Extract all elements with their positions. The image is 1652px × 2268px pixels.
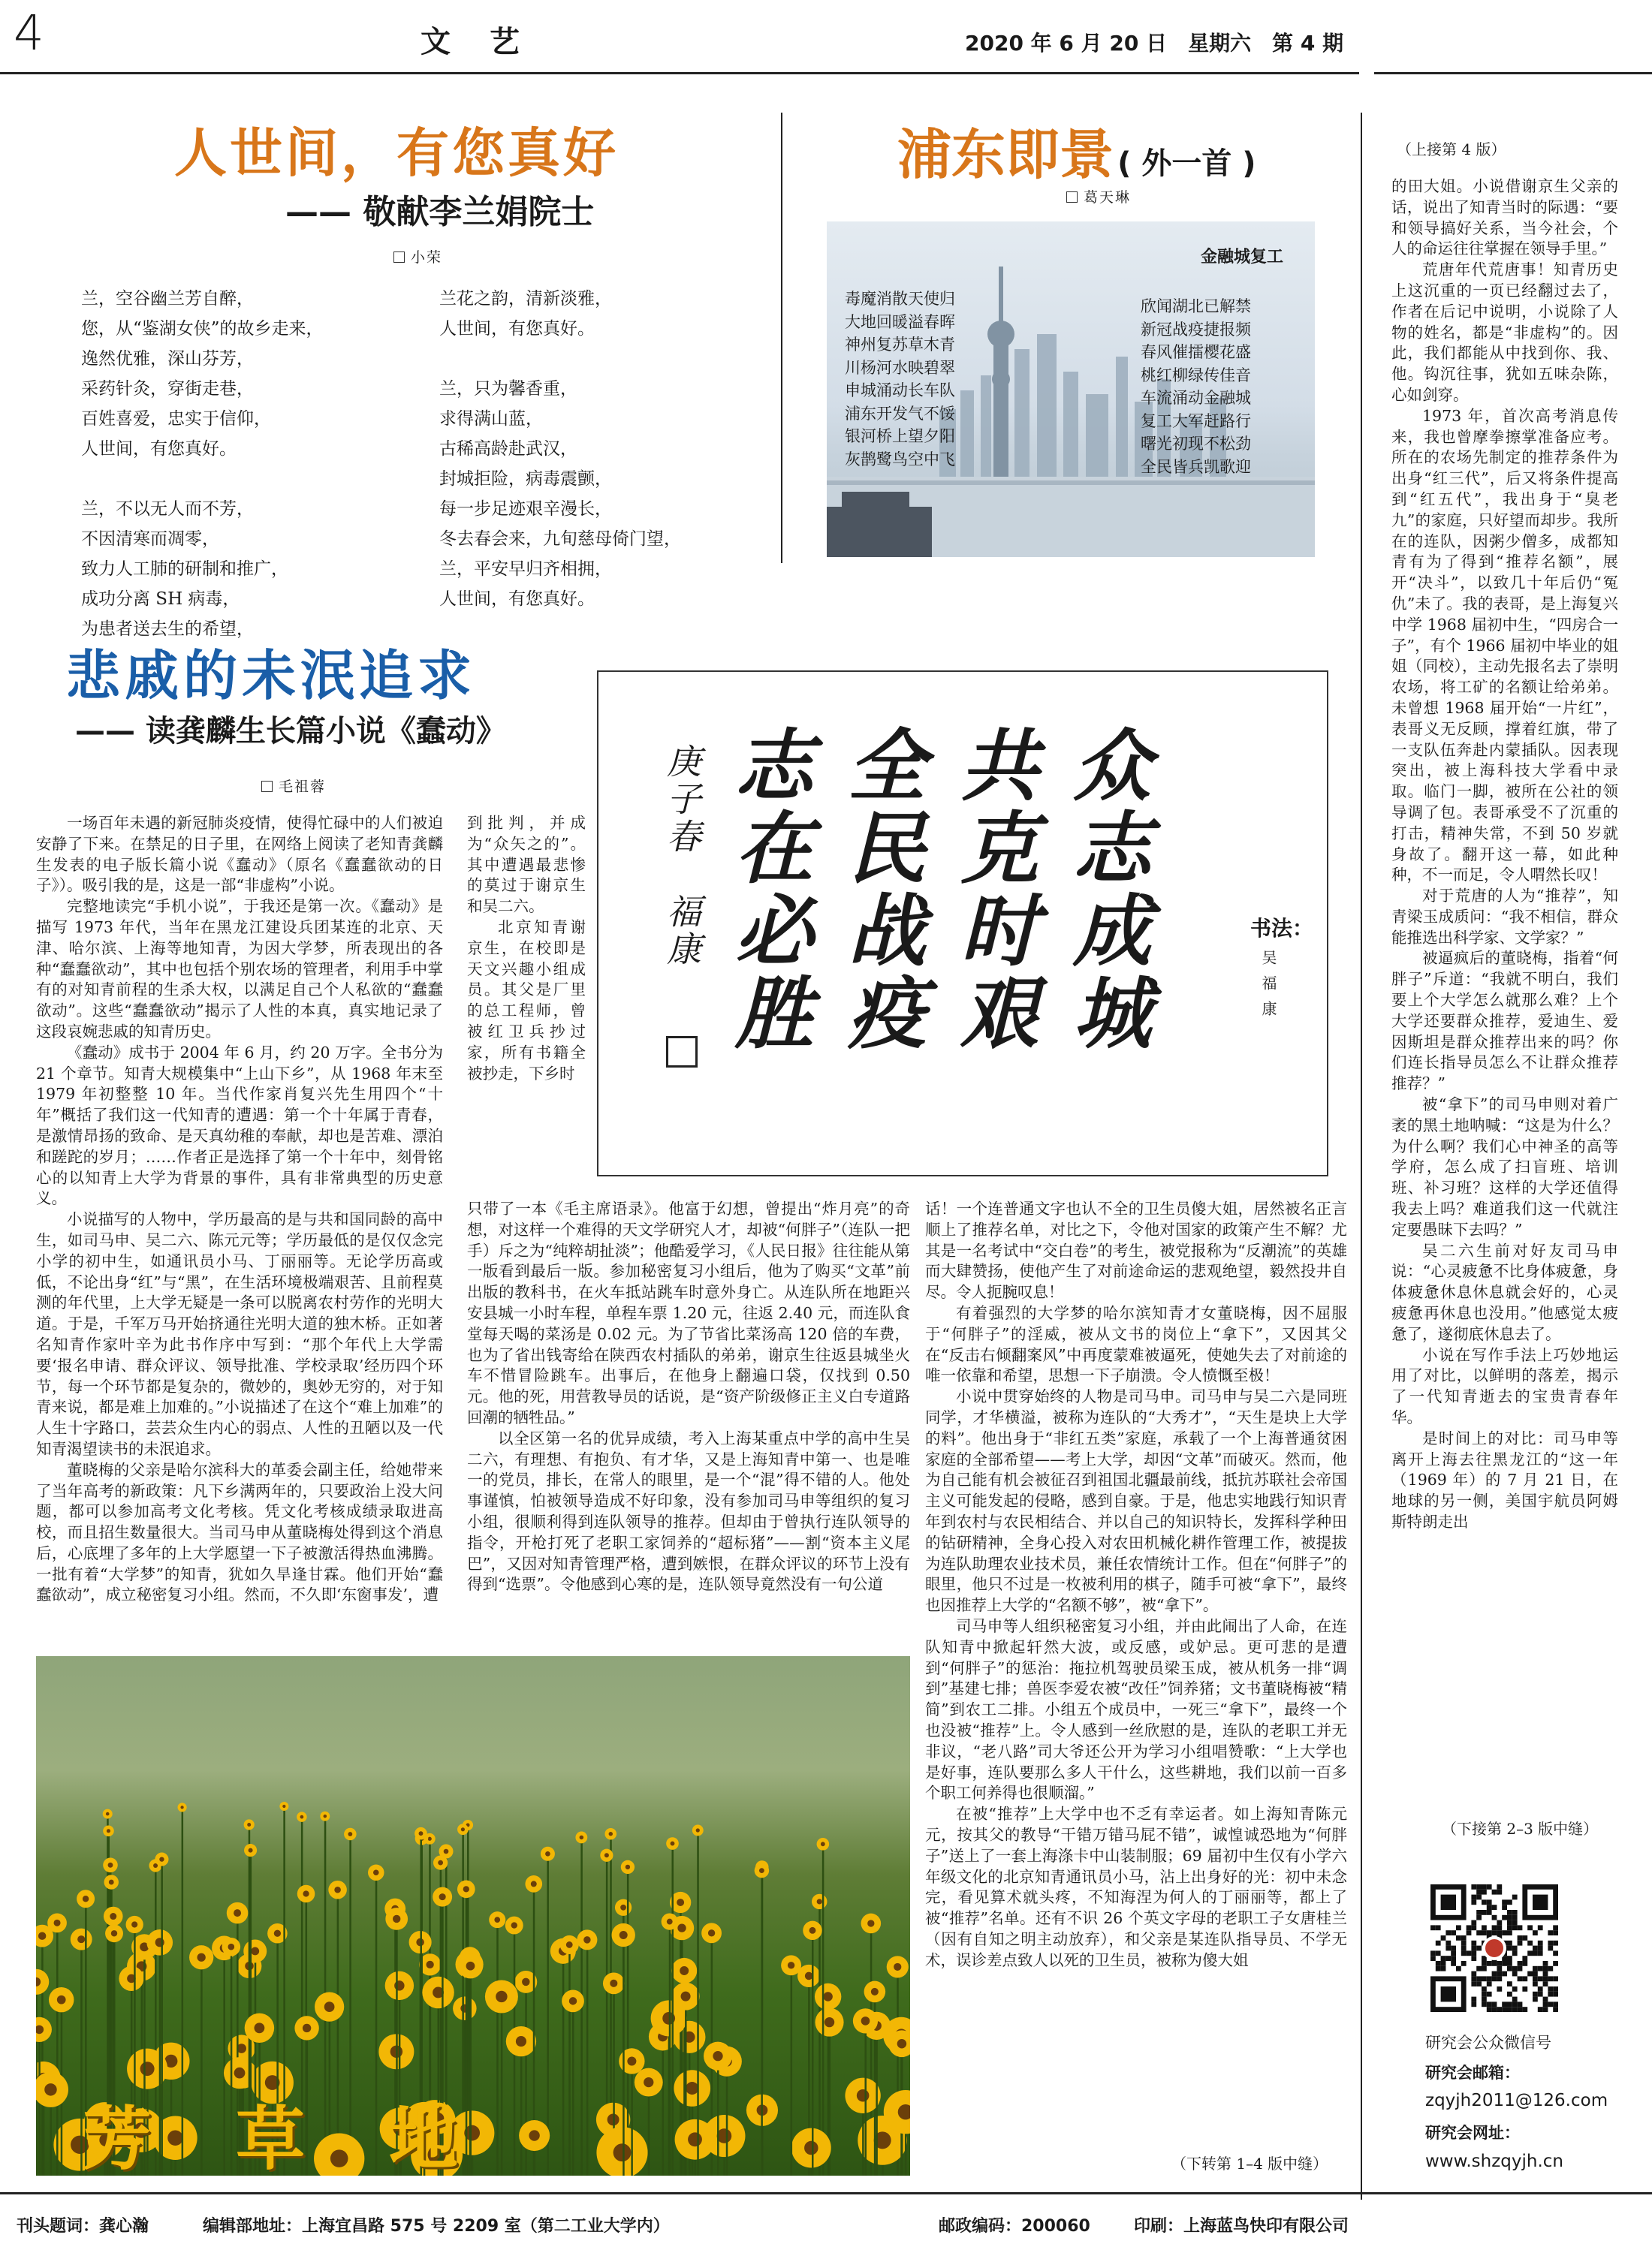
poem-line: 百姓喜爱，忠实于信仰， (81, 409, 271, 429)
right-continued-column (1391, 176, 1618, 1888)
continued-to-note: （下接第 2–3 版中缝） (1442, 1820, 1599, 1838)
paragraph: 小说描写的人物中，学历最高的是与共和国同龄的高中生，如司马申、吴二六、陈元元等；学历最低的是仅仅念完小学的初中生，如通讯员小马、丁丽丽等。无论学历高或低，不论出身“红”与“黑”，在生活环境极端艰苦、且前程莫测的年代里，上大学无疑是一条可以脱离农村劳作的光明大道。于是，千军万马开始挤通往光明大道的独木桥。正如著名知青作家叶辛为此书作序中写到：“那个年代上大学需要‘报名申请、群众评议、领导批准、学校录取’经历四个环节，每一个环节都是复杂的，微妙的，奥妙无穷的，对于知青来说，都是难上加难的。”小说描述了在这个“难上加难”的人生十字路口，芸芸众生内心的弱点、人性的丑陋以及一代知青渴望读书的未泯追求。 (36, 1210, 443, 1458)
qr-label: 研究会公众微信号 (1425, 2034, 1551, 2052)
poem-line: 兰，只为馨香重， (439, 379, 577, 399)
poem-line: 复工大军赶路行 (1141, 411, 1251, 430)
poem-line: 欣闻湖北已解禁 (1141, 297, 1251, 315)
paragraph: 被“拿下”的司马申则对着广袤的黑土地呐喊：“这是为什么？为什么啊？我们心中神圣的高等学府，怎么成了扫盲班、培训班、补习班？这样的大学还值得我去上吗？难道我们这一代就注定要愚昧下去吗？” (1391, 1095, 1618, 1239)
calligraphy-column: 志在必胜 (722, 724, 814, 1055)
poem-line: 川杨河水映碧翠 (845, 358, 955, 377)
qr-code-pattern (1430, 1884, 1558, 2012)
poem-title-finance-city: 金融城复工 (1201, 248, 1284, 267)
flower (485, 1980, 518, 2176)
paragraph: 吴二六生前对好友司马申说：“心灵疲惫不比身体疲惫，身体疲惫休息休息就会好的，心灵疲惫再休息也没用。”他感觉太疲惫了，遂彻底休息去了。 (1391, 1241, 1618, 1343)
page-number: 4 (14, 6, 44, 62)
poem-finance-city (1141, 295, 1251, 478)
flower (519, 2120, 550, 2176)
article-title-2-suffix: ( 外一首 ) (1117, 146, 1256, 181)
paragraph: 1973 年，首次高考消息传来，我也曾摩拳擦掌准备应考。所在的农场先制定的推荐条件为出身“红三代”，后又将条件提高到“红五代”，我出身于“臭老九”的家庭，只好望而却步。我所在的连队，因粥少僧多，成都知青有为了得到“推荐名额”，展开“决斗”，以致几十年后仍“冤仇”未了。我的表哥，是上海复兴中学 1968 届初中生，“四房合一子”，有个 1966 届初中毕业的姐姐（同校），主动先报名去了崇明农场，将工矿的名额让给弟弟。未曾想 1968 届开始“一片红”，表哥义无反顾，撑着红旗，带了一支队伍奔赴内蒙插队。因表现突出，被上海科技大学看中录取。临门一脚，被所在公社的领导调了包。表哥承受不了沉重的打击，精神失常，不到 50 岁就身故了。翻开这一幕，如此种种，不一而足，令人喟然长叹！ (1391, 406, 1618, 884)
paragraph: 一场百年未遇的新冠肺炎疫情，使得忙碌中的人们被迫安静了下来。在禁足的日子里，在网络上阅读了老知青龚麟生发表的电子版长篇小说《蠢动》（原名《蠢蠢欲动的日子》）。吸引我的是，这是一部“非虚构”小说。 (36, 814, 443, 895)
footer-postcode: 邮政编码：200060 (939, 2217, 1090, 2236)
paragraph: 司马申等人组织秘密复习小组，并由此闹出了人命，在连队知青中掀起轩然大波，或反感，或妒忌。更可悲的是遭到“何胖子”的惩治：拖拉机驾驶员梁玉成，被从机务一排“调到”基建七排；兽医李爱农被“改任”饲养猪；文书董晓梅被“精简”到农工二排。小组五个成员中，一死三“拿下”，最终一个也没被“推荐”上。令人感到一丝欣慰的是，连队的老职工并无非议，“老八路”司大爷还公开为学习小组唱赞歌：“上大学也是好事，连队要那么多人干什么，这些耕地，我们以前一百多个职工何养得也很顺溜。” (925, 1616, 1347, 1803)
poem-line: 灰鹊鹭鸟空中飞 (845, 450, 955, 468)
right-column-divider (1361, 113, 1362, 2200)
footer-masthead: 刊头题词：龚心瀚 (17, 2217, 149, 2236)
issue-date: 2020 年 6 月 20 日 星期六 第 4 期 (965, 31, 1344, 56)
poem-line: 银河桥上望夕阳 (845, 427, 955, 445)
flower (791, 2128, 831, 2176)
paragraph: 小说在写作手法上巧妙地运用了对比，以鲜明的落差，揭示了一代知青逝去的宝贵青春年华。 (1391, 1345, 1618, 1427)
skyline-photo (827, 221, 1315, 557)
poem-line: 春风催擂樱花盛 (1141, 343, 1251, 361)
flower (577, 1929, 597, 2176)
article-title-2-text: 浦东即景 (897, 123, 1114, 186)
footer-address: 编辑部地址：上海宜昌路 575 号 2209 室（第二工业大学内） (203, 2217, 670, 2236)
byline-box (261, 781, 273, 792)
byline-box (393, 251, 405, 263)
paragraph: 对于荒唐的人为“推荐”，知青梁玉成质问：“我不相信，群众能推选出科学家、文学家？” (1391, 887, 1618, 947)
paragraph: 被逼疯后的董晓梅，指着“何胖子”斥道：“我就不明白，我们要上个大学怎么就那么难？上个大学还要群众推荐，爱迪生、爱因斯坦是群众推荐出来的吗？你们连长指导员怎么不让群众推荐推荐？” (1391, 949, 1618, 1093)
poem-line: 全民皆兵凯歌迎 (1141, 457, 1251, 476)
poem-line: 兰花之韵，清新淡雅， (439, 289, 612, 309)
paragraph: 到批判，并成为“众矢之的”。其中遭遇最悲惨的莫过于谢京生和吴二六。 (467, 814, 586, 916)
poem-line: 兰，空谷幽兰芳自醉， (81, 289, 254, 309)
poem-line: 为患者送去生的希望， (81, 619, 254, 639)
paragraph: 完整地读完“手机小说”，于我还是第一次。《蠢动》是描写 1973 年代，当年在黑龙江建设兵团某连的北京、天津、哈尔滨、上海等地知青，为因大学梦，所表现出的各种“蠢蠢欲动”，其中也包括个别农场的管理者，利用手中掌有的对知青前程的生杀大权，以满足自己个人私欲的“蠢蠢欲动”。这些“蠢蠢欲动”揭示了人性的本真，真实地记录了这段哀婉悲戚的知青历史。 (36, 897, 443, 1041)
poem-line: 人世间，有您真好。 (81, 439, 237, 459)
article3-column-3 (925, 1199, 1347, 2107)
byline-box (1066, 191, 1078, 203)
calligraphy-seal (666, 1036, 698, 1068)
stanza-gap (439, 344, 681, 374)
continued-from-note: （上接第 4 版） (1397, 140, 1506, 158)
website-label: 研究会网址： (1425, 2124, 1520, 2142)
column-divider (781, 113, 782, 563)
paragraph: 《蠢动》成书于 2004 年 6 月，约 20 万字。全书分为 21 个章节。知青大规模集中“上山下乡”，从 1968 年末至 1979 年初整整 10 年。当代作家肖复兴先生用四个“十年”概括了我们这一代知青的遭遇：第一个十年属于青春，是激情昂扬的致命、是天真幼稚的奉献，却也是苦难、漂泊和蹉跎的岁月；……作者正是选择了第一个十年中，刻骨铭心的以知青上大学为背景的事件，具有非常典型的历史意义。 (36, 1043, 443, 1208)
paragraph: 是时间上的对比：司马申等离开上海去往黑龙江的“这一年（1969 年）的 7 月 21 日，在地球的另一侧，美国宇航员阿姆斯特朗走出 (1391, 1429, 1618, 1531)
article-subtitle-3: —— 读龚麟生长篇小说《蠢动》 (75, 714, 506, 748)
poem-line: 人世间，有您真好。 (439, 319, 595, 339)
poem-pudong (845, 288, 955, 471)
poem-column-2 (439, 284, 681, 614)
poem-line: 浦东开发气不馁 (845, 404, 955, 423)
poem-line: 兰，平安早归齐相拥， (439, 559, 612, 579)
poem-line: 神州复苏草木青 (845, 336, 955, 354)
author-name: 毛祖蓉 (279, 779, 327, 795)
article-byline-3 (261, 776, 326, 796)
article-subtitle-1: —— 敬献李兰娟院士 (285, 193, 595, 231)
article-title-2 (897, 111, 1256, 189)
calligraphy-column: 众志成城 (1060, 724, 1152, 1055)
poem-line: 您，从“鉴湖女侠”的故乡走来， (81, 319, 324, 339)
article-title-1: 人世间，有您真好 (174, 122, 619, 184)
calligraphy-column: 全民战疫 (834, 724, 927, 1055)
poem-line: 兰，不以无人而不芳， (81, 499, 254, 519)
paragraph: 在被“推荐”上大学中也不乏有幸运者。如上海知青陈元元，按其父的教导“干错万错马屁不错”，诚惶诚恐地为“何胖子”送上了一套上海涤卡中山装制服；69 届初中生仅有小学六年级文化的北京知青通讯员小马，沾上出身好的光：初中未念完，看见算术就头疼，不知海涅为何人的丁丽丽等，都上了被“推荐”名单。还有不识 26 个英文字母的老职工子女唐桂兰（因有自知之明主动放弃），和父亲是某连队指导员、不学无术，误诊差点致人以死的卫生员，被称为傻大姐 (925, 1805, 1347, 1969)
paragraph: 以全区第一名的优异成绩，考入上海某重点中学的高中生吴二六，有理想、有抱负、有才华，又是上海知青中第一、也是唯一的党员，排长，在常人的眼里，是一个“混”得不错的人。他处事谨慎，怕被领导造成不好印象，没有参加司马申等组织的复习小组，很顺利得到连队领导的推荐。但却由于曾执行连队领导的指令，开枪打死了老职工家饲养的“超标猪”——割“资本主义尾巴”，又因对知青管理严格，遭到嫉恨，在群众评议的环节上没有得到“选票”。令他感到心寒的是，连队领导竟然没有一句公道 (467, 1429, 910, 1594)
poem-line: 求得满山蓝， (439, 409, 543, 429)
poem-line: 成功分离 SH 病毒， (81, 589, 240, 609)
flower (596, 2127, 647, 2176)
poem-line: 冬去春会来，九旬慈母倚门望， (439, 529, 681, 549)
paragraph: 有着强烈的大学梦的哈尔滨知青才女董晓梅，因不屈服于“何胖子”的淫威，被从文书的岗位上“拿下”，又因其父在“反击右倾翻案风”中再度蒙难被逼死，使她失去了对前途的唯一依靠和希望，思想一下子崩溃。令人愤慨至极！ (925, 1303, 1347, 1385)
header-rule (0, 72, 1359, 74)
calligraphy-main (722, 724, 1150, 1145)
stanza-gap (81, 464, 324, 494)
flower (550, 1938, 576, 2176)
poem-line: 封城拒险，病毒震颤， (439, 469, 612, 489)
article-title-3: 悲戚的未泯追求 (66, 644, 477, 707)
paragraph: 董晓梅的父亲是哈尔滨科大的革委会副主任，给她带来了当年高考的新政策：凡下乡满两年的，只要政治上没大问题，都可以参加高考文化考核。凭文化考核成绩录取进高校，而且招生数量很大。当司马申从董晓梅处得到这个消息后，心底埋了多年的上大学愿望一下子被激活得热血沸腾。一批有着“大学梦”的知青，犹如久旱逢甘霖。他们开始“蠢蠢欲动”，成立秘密复习小组。然而，不久即‘东窗事发’，遭 (36, 1460, 443, 1604)
poem-line: 人世间，有您真好。 (439, 589, 595, 609)
poem-line: 采药针灸，穿街走巷， (81, 379, 254, 399)
email-link[interactable]: zqyjh2011@126.com (1425, 2091, 1608, 2110)
paragraph: 的田大姐。小说借谢京生父亲的话，说出了知青当时的际遇：“要和领导搞好关系，当今社会，个人的命运往往掌握在领导手里。” (1391, 177, 1618, 258)
email-label: 研究会邮箱： (1425, 2064, 1520, 2082)
poem-line: 新冠战疫捷报频 (1141, 320, 1251, 339)
flower-photo (36, 1656, 910, 2176)
qr-code[interactable] (1430, 1884, 1558, 2012)
poem-line: 逸然优雅，深山芬芳， (81, 349, 254, 369)
photo-caption: 芳 草 地 (83, 2099, 466, 2176)
poem-line: 大地回暖溢春晖 (845, 312, 955, 331)
calligraphy-column: 共克时艰 (947, 724, 1039, 1055)
article-byline-1 (393, 246, 442, 267)
flower (755, 1863, 769, 2176)
article3-column-1 (36, 813, 443, 1646)
paragraph: 北京知青谢京生，在校即是天文兴趣小组成员。其父是厂里的总工程师，曾被红卫兵抄过家，所有书籍全被抄走，下乡时 (467, 917, 586, 1083)
footer-rule (0, 2192, 1652, 2194)
poem-line: 桃红柳绿传佳音 (1141, 366, 1251, 384)
section-title: 文 艺 (421, 24, 524, 59)
article3-column-2 (467, 1199, 910, 1646)
author-name: 小荣 (411, 249, 443, 266)
poem-line: 古稀高龄赴武汉， (439, 439, 577, 459)
paragraph: 荒唐年代荒唐事！知青历史上这沉重的一页已经翻过去了，作者在后记中说明，小说除了人物的姓名，都是“非虚构”的。因此，我们都能从中找到你、我、他。钩沉往事，犹如五味杂陈，心如剑穿。 (1391, 261, 1618, 404)
article3-column-2-narrow (467, 813, 586, 1197)
poem-line: 申城涌动长车队 (845, 381, 955, 399)
poem-line: 曙光初现不松劲 (1141, 435, 1251, 453)
calligraphy-artist: 吴福康 (1259, 950, 1277, 1026)
paragraph: 小说中贯穿始终的人物是司马申。司马申与吴二六是同班同学，才华横溢，被称为连队的“大秀才”，“天生是块上大学的料”。他出身于“非红五类”家庭，承载了一个上海普通贫困家庭的全部希望——考上大学，却因“文革”而破灭。然而，他为自己能有机会被征召到祖国北疆最前线，抵抗苏联社会帝国主义可能发起的侵略，感到自豪。于是，他忠实地践行知识青年到农村与农民相结合、并以自己的知识特长，发挥科学种田的钻研精神，全身心投入对农田机械化耕作管理工作，被提拔为连队助理农业技术员，兼任农情统计工作。但在“何胖子”的眼里，他只不过是一枚被利用的棋子，随手可被“拿下”，最终也因推荐上大学的“名额不够”，被“拿下”。 (925, 1387, 1347, 1615)
poem-line: 致力人工肺的研制和推广， (81, 559, 288, 579)
poem-line: 毒魔消散天使归 (845, 290, 955, 308)
poem-line: 不因清寒而凋零， (81, 529, 219, 549)
poem-line: 车流涌动金融城 (1141, 389, 1251, 407)
paragraph: 话！一个连普通文字也认不全的卫生员傻大姐，居然被名正言顺上了推荐名单，对比之下，令他对国家的政策产生不解？尤其是一名考试中“交白卷”的考生，被党报称为“反潮流”的英雄而大肆赞扬，使他产生了对前途命运的悲观绝望，毅然投井自尽。令人扼腕叹息！ (925, 1200, 1347, 1302)
calligraphy-inscription: 庚子春 福康 (662, 743, 702, 968)
poem-line: 每一步足迹艰辛漫长， (439, 499, 612, 519)
calligraphy-frame (597, 670, 1328, 1176)
footer-printer: 印刷：上海蓝鸟快印有限公司 (1134, 2217, 1349, 2236)
calligraphy-label: 书法： (1250, 916, 1314, 941)
article-byline-2 (1066, 186, 1131, 206)
website-link[interactable]: www.shzqyjh.cn (1425, 2152, 1563, 2171)
flower (506, 2026, 536, 2176)
article3-continued-note: （下转第 1–4 版中缝） (1171, 2155, 1328, 2173)
author-name: 葛天琳 (1084, 189, 1132, 206)
header-rule-right (1374, 72, 1652, 74)
poem-column-1 (81, 284, 324, 644)
paragraph: 只带了一本《毛主席语录》。他富于幻想，曾提出“炸月亮”的奇想，对这样一个难得的天文学研究人才，却被“何胖子”（连队一把手）斥之为“纯粹胡扯淡”；他酷爱学习，《人民日报》往往能从第一版看到最后一版。参加秘密复习小组后，他为了购买“文革”前出版的教科书，在火车抵站跳车时意外身亡。从连队所在地距兴安县城一小时车程，单程车票 1.20 元，往返 2.40 元，而连队食堂每天喝的菜汤是 0.02 元。为了节省比菜汤高 120 倍的车费，也为了省出钱寄给在陕西农村插队的弟弟，谢京生往返县城坐火车不惜冒险跳车。出事后，在他身上翻遍口袋，仅找到 0.50 元。他的死，用营教导员的话说，是“资产阶级修正主义白专道路回潮的牺牲品。” (467, 1200, 910, 1426)
